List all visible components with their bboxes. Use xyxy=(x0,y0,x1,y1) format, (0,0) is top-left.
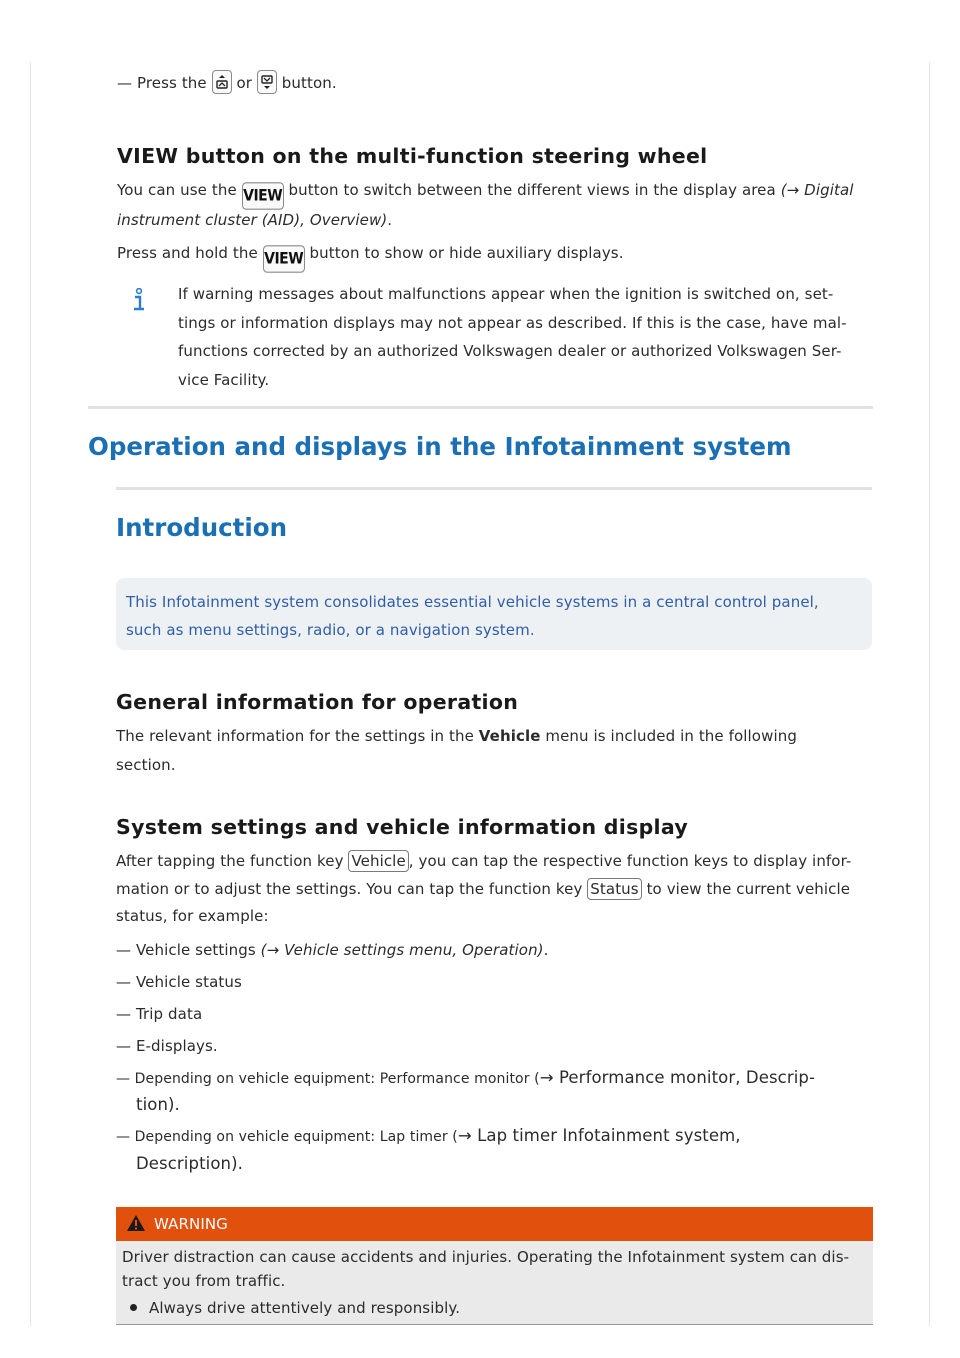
link-digital-instrument-cluster[interactable]: (→ Digital xyxy=(780,181,854,199)
view-button-heading: VIEW button on the multi-function steering wheel xyxy=(117,144,708,168)
status-function-key: Status xyxy=(587,878,641,900)
divider xyxy=(88,406,873,409)
list-item: — Vehicle status xyxy=(116,973,242,991)
page-right-rule xyxy=(929,62,930,1326)
divider xyxy=(116,487,872,490)
warning-triangle-icon xyxy=(126,1214,146,1236)
link-vehicle-settings-menu[interactable]: (→ Vehicle settings menu, Operation) xyxy=(260,941,544,959)
note-text: If warning messages about malfunctions appear when the ignition is switched on, set- tings or information displays may not appear as described. If this is the case, have mal- functions corrected by an authorized Volkswagen dealer or authorized Volkswagen Ser- vice Facility. xyxy=(178,285,847,389)
warning-body: Driver distraction can cause accidents and injuries. Operating the Infotainment system can dis- tract you from traffic. Always drive attentively and responsibly. xyxy=(116,1241,873,1325)
warning-label: WARNING xyxy=(154,1215,228,1233)
system-line1: After tapping the function key Vehicle , you can tap the respective function keys to display infor- xyxy=(116,852,852,870)
general-info-line2: section. xyxy=(116,756,176,774)
press-button-line: — Press the or button. xyxy=(117,69,337,97)
list-item-continuation: tion). xyxy=(136,1095,180,1114)
list-item: — Trip data xyxy=(116,1005,203,1023)
view-key-icon: VIEW xyxy=(242,182,284,210)
info-icon xyxy=(131,288,147,312)
next-view-button-icon xyxy=(257,70,277,94)
introduction-summary-box: This Infotainment system consolidates essential vehicle systems in a central control panel, such as menu settings, radio, or a navigation system. xyxy=(116,578,872,650)
warning-header xyxy=(116,1207,873,1241)
introduction-title: Introduction xyxy=(116,513,288,542)
view-key-icon: VIEW xyxy=(263,245,305,273)
list-item-continuation: Description). xyxy=(136,1154,243,1173)
warning-bullet: Always drive attentively and responsibly. xyxy=(130,1296,460,1320)
list-item: — Depending on vehicle equipment: Performance monitor (→ Performance monitor, Descrip- xyxy=(116,1068,816,1087)
general-info-heading: General information for operation xyxy=(116,690,519,714)
general-info-line1: The relevant information for the settings in the Vehicle menu is included in the following xyxy=(116,727,797,745)
page-left-rule xyxy=(30,62,31,1326)
system-line3: status, for example: xyxy=(116,907,269,925)
vehicle-function-key: Vehicle xyxy=(348,850,408,872)
list-item: — Vehicle settings (→ Vehicle settings menu, Operation). xyxy=(116,941,549,959)
link-performance-monitor[interactable]: → Performance monitor, Descrip- xyxy=(539,1068,816,1087)
chapter-title: Operation and displays in the Infotainment system xyxy=(88,432,792,461)
link-lap-timer[interactable]: → Lap timer Infotainment system, xyxy=(457,1126,741,1145)
view-paragraph-line1: You can use the VIEW button to switch between the different views in the display area (→ Digital xyxy=(117,176,854,208)
list-item: — E-displays. xyxy=(116,1037,218,1055)
previous-view-button-icon xyxy=(212,70,232,94)
bullet-icon xyxy=(130,1304,137,1311)
system-line2: mation or to adjust the settings. You can tap the function key Status to view the current vehicle xyxy=(116,880,851,898)
list-item: — Depending on vehicle equipment: Lap timer (→ Lap timer Infotainment system, xyxy=(116,1126,741,1145)
view-paragraph-press-hold: Press and hold the VIEW button to show or hide auxiliary displays. xyxy=(117,239,624,271)
view-paragraph-line2: instrument cluster (AID), Overview). xyxy=(117,211,393,229)
system-settings-heading: System settings and vehicle information display xyxy=(116,815,689,839)
link-aid-overview[interactable]: instrument cluster (AID), Overview) xyxy=(117,211,388,229)
